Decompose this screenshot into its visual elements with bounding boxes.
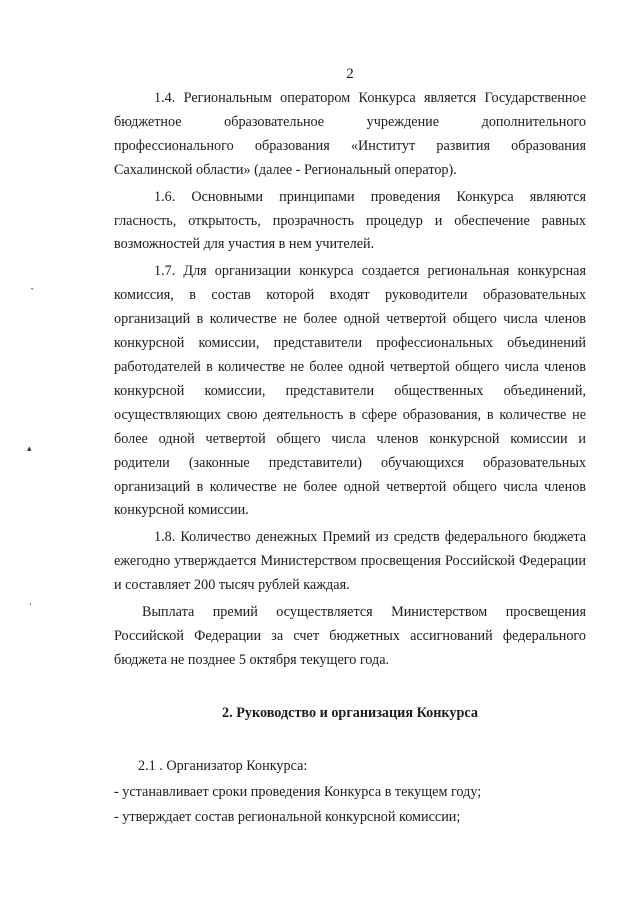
paragraph-1-4: 1.4. Региональным оператором Конкурса является Государственное бюджетное образовательное учреждение дополнительного профессионального образования «Институт развития образования Сахалинской области» (далее - Региональный оператор). — [114, 90, 586, 178]
paragraph-1-8: 1.8. Количество денежных Премий из средств федерального бюджета ежегодно утверждается Министерством просвещения Российской Федерации и составляет 200 тысяч рублей каждая. — [114, 529, 586, 594]
paragraph-1-6: 1.6. Основными принципами проведения Конкурса являются гласность, открытость, прозрачность процедур и обеспечение равных возможностей для участия в нем учителей. — [114, 188, 586, 253]
section-2-title: 2. Руководство и организация Конкурса — [222, 704, 478, 721]
margin-scan-mark: ˌ — [29, 597, 32, 607]
document-body — [114, 87, 586, 830]
paragraph-payment: Выплата премий осуществляется Министерством просвещения Российской Федерации за счет бюджетных ассигнований федерального бюджета не позднее 5 октября текущего года. — [114, 604, 586, 668]
paragraph-1-7: 1.7. Для организации конкурса создается региональная конкурсная комиссия, в состав которой входят руководители образовательных организаций в количестве не более одной четвертой общего числа членов конкурсной комиссии, представители профессиональных объединений работодателей в количестве не более одной четвертой общего числа членов конкурсной комиссии, представители общественных объединений, осуществляющих свою деятельность в сфере образования, в количестве не более одной четвертой общего числа членов конкурсной комиссии и родители (законные представители) обучающихся образовательных организаций в количестве не более одной четвертой общего числа членов конкурсной комиссии. — [114, 263, 586, 519]
list-item: - утверждает состав региональной конкурсной комиссии; — [114, 809, 461, 826]
margin-scan-mark: ˇ — [30, 288, 35, 298]
list-item: - устанавливает сроки проведения Конкурса в текущем году; — [114, 783, 482, 800]
page-number: 2 — [346, 66, 354, 82]
margin-scan-mark: ▴ — [27, 444, 32, 454]
paragraph-2-1: 2.1 . Организатор Конкурса: — [138, 757, 308, 774]
